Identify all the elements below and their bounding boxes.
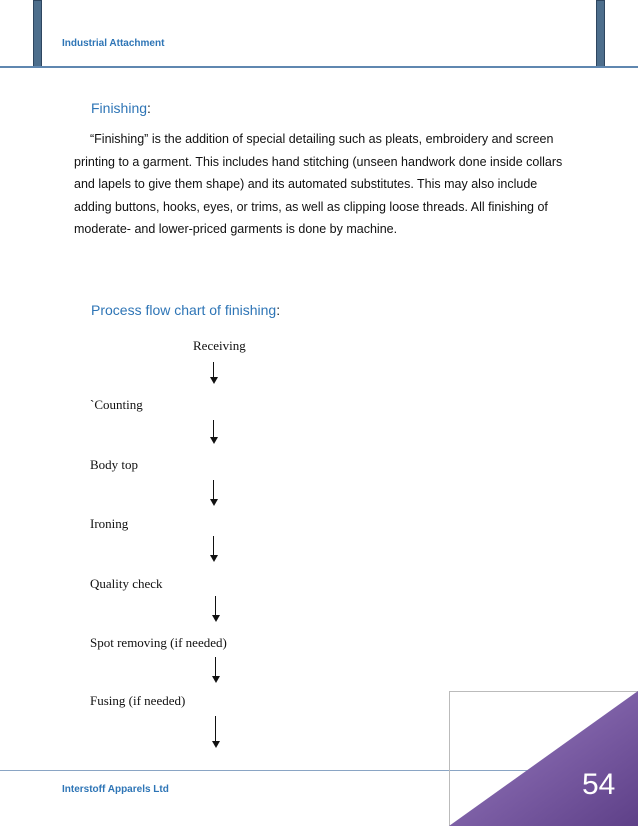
header-rule bbox=[0, 66, 638, 68]
page-corner-triangle bbox=[449, 691, 638, 826]
header-title: Industrial Attachment bbox=[62, 38, 165, 49]
flow-heading-colon: : bbox=[276, 302, 281, 318]
finishing-heading-text: Finishing bbox=[91, 100, 148, 116]
flow-step: Ironing bbox=[90, 516, 129, 531]
footer-company: Interstoff Apparels Ltd bbox=[62, 784, 169, 795]
header-right-bar bbox=[596, 0, 605, 68]
down-arrow-icon bbox=[207, 420, 221, 444]
down-arrow-icon bbox=[209, 657, 223, 683]
flow-step: Fusing (if needed) bbox=[90, 693, 186, 708]
flow-step: `Counting bbox=[90, 397, 143, 412]
flow-step: Receiving bbox=[193, 338, 246, 353]
flow-step: Quality check bbox=[90, 576, 163, 591]
flow-step: Spot removing (if needed) bbox=[90, 635, 227, 650]
page-number: 54 bbox=[582, 768, 616, 801]
flow-heading-text: Process flow chart of finishing bbox=[91, 302, 277, 318]
header-left-bar bbox=[33, 0, 42, 68]
flow-step: Body top bbox=[90, 457, 139, 472]
down-arrow-icon bbox=[209, 596, 223, 622]
down-arrow-icon bbox=[209, 716, 223, 748]
down-arrow-icon bbox=[207, 480, 221, 506]
flow-heading bbox=[91, 302, 280, 318]
finishing-heading bbox=[91, 100, 151, 116]
finishing-paragraph: “Finishing” is the addition of special detailing such as pleats, embroidery and screen printing to a garment. This includes hand stitching (unseen handwork done inside collars and lapels to give them shape) and its automated substitutes. This may also include adding buttons, hooks, eyes, or trims, as well as clipping loose threads. All finishing of moderate- and lower-priced garments is done by machine. bbox=[74, 132, 563, 236]
finishing-heading-colon: : bbox=[147, 100, 151, 116]
down-arrow-icon bbox=[207, 362, 221, 384]
down-arrow-icon bbox=[207, 536, 221, 562]
